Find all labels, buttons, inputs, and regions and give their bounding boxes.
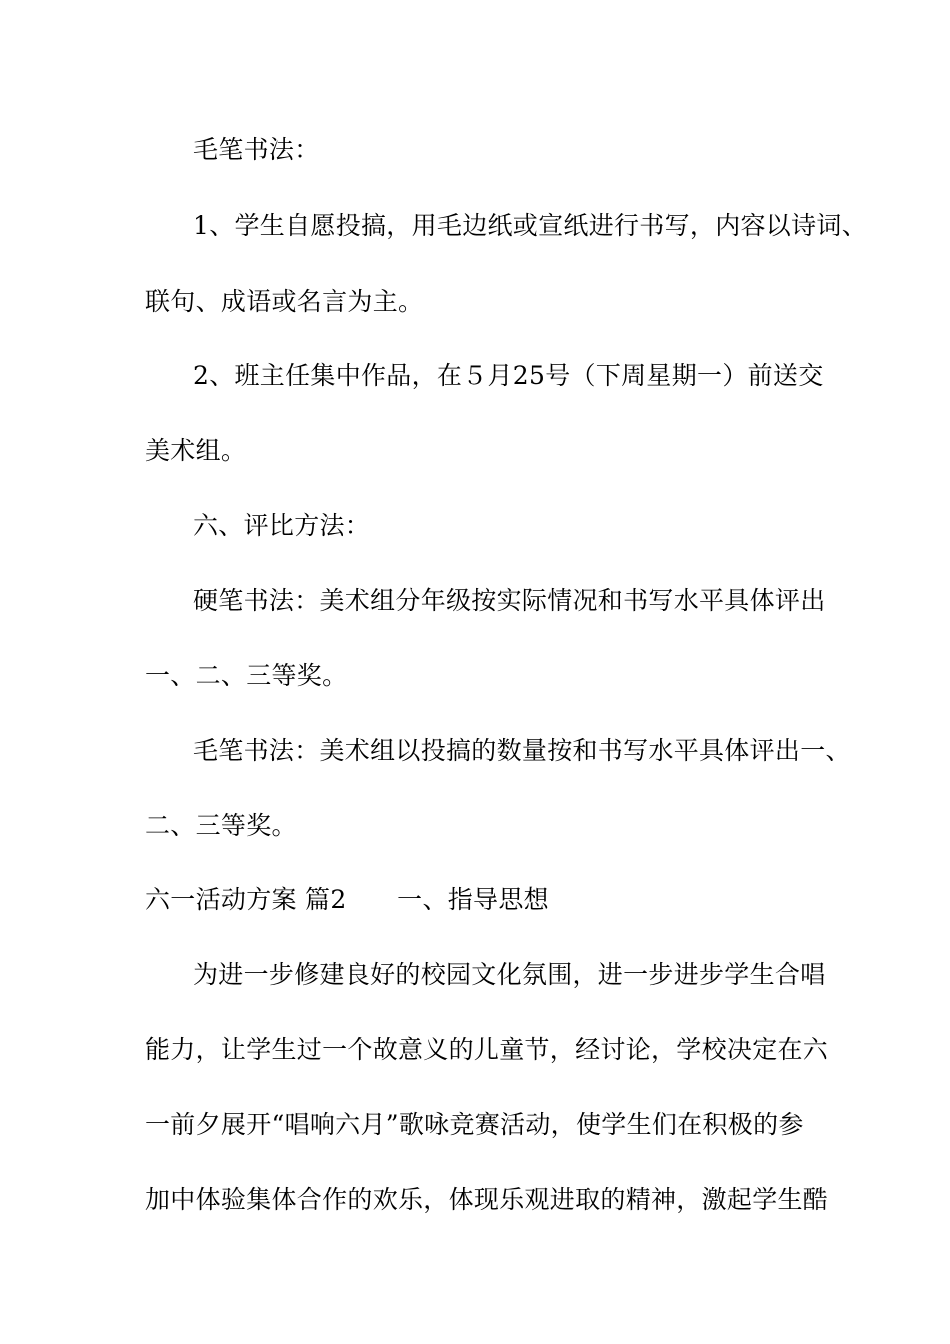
text-line: 硬笔书法：美术组分年级按实际情况和书写水平具体评出 <box>193 586 826 615</box>
text-line: 能力，让学生过一个故意义的儿童节，经讨论，学校决定在六 <box>145 1035 829 1064</box>
text-line: 二、三等奖。 <box>145 811 297 840</box>
text-line: 联句、成语或名言为主。 <box>145 287 424 316</box>
text-line: 一前夕展开“唱响六月”歌咏竞赛活动，使学生们在积极的参 <box>145 1110 804 1139</box>
text-line: 1、学生自愿投搞，用毛边纸或宣纸进行书写，内容以诗词、 <box>193 211 868 240</box>
text-line: 为进一步修建良好的校园文化氛围，进一步进步学生合唱 <box>193 960 826 989</box>
text-line: 加中体验集体合作的欢乐，体现乐观进取的精神，激起学生酷 <box>145 1185 829 1214</box>
section-heading: 六、评比方法： <box>193 511 371 540</box>
section-heading: 六一活动方案 篇2 一、指导思想 <box>145 885 549 914</box>
text-line: 美术组。 <box>145 436 247 465</box>
text-line: 2、班主任集中作品，在５月25号（下周星期一）前送交 <box>193 361 824 390</box>
text-line: 一、二、三等奖。 <box>145 661 348 690</box>
text-line: 毛笔书法： <box>193 135 320 164</box>
text-line: 毛笔书法：美术组以投搞的数量按和书写水平具体评出一、 <box>193 736 851 765</box>
